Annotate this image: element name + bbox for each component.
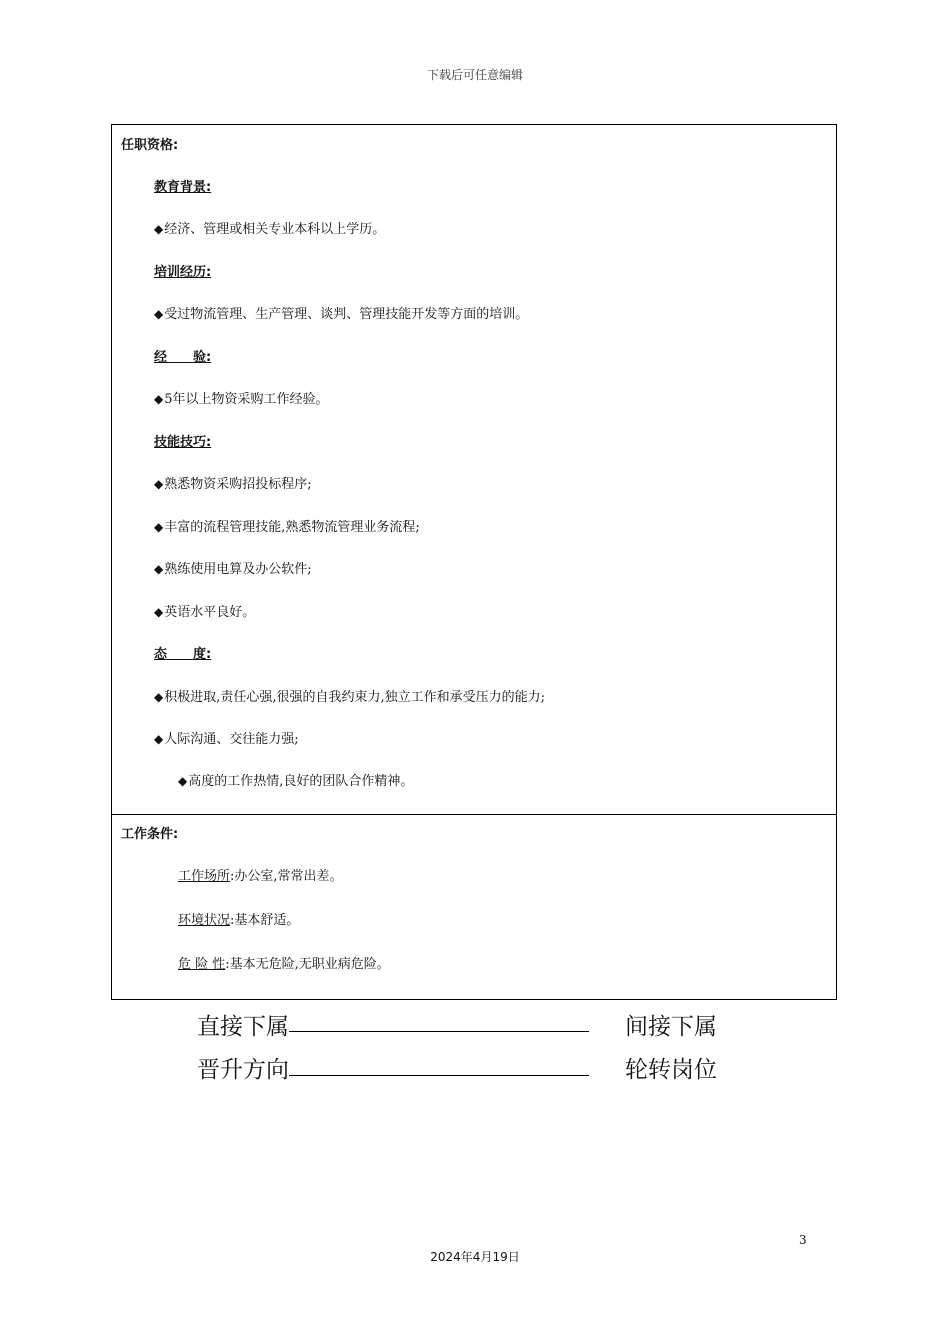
bullet-diamond-icon: ◆ bbox=[154, 690, 164, 704]
footer-date: 2024年4月19日 bbox=[430, 1250, 520, 1264]
bullet-diamond-icon: ◆ bbox=[154, 307, 164, 321]
promotion-line bbox=[289, 1075, 589, 1076]
qualifications-title: 任职资格: bbox=[121, 138, 179, 153]
direct-subordinate-line bbox=[289, 1031, 589, 1032]
environment-value: :基本舒适。 bbox=[230, 913, 300, 928]
rotation-label: 轮转岗位 bbox=[625, 1057, 717, 1083]
bullet-diamond-icon: ◆ bbox=[178, 774, 188, 788]
qualifications-section bbox=[112, 125, 836, 815]
education-item: ◆经济、管理或相关专业本科以上学历。 bbox=[154, 222, 386, 237]
skills-item: ◆丰富的流程管理技能,熟悉物流管理业务流程; bbox=[154, 520, 420, 535]
page-number: 3 bbox=[799, 1233, 807, 1247]
work-place-value: :办公室,常常出差。 bbox=[230, 869, 343, 884]
attitude-item: ◆高度的工作热情,良好的团队合作精神。 bbox=[178, 774, 414, 789]
direct-subordinate-label: 直接下属 bbox=[197, 1014, 289, 1040]
environment-line bbox=[178, 909, 299, 928]
indirect-subordinate-label: 间接下属 bbox=[625, 1014, 717, 1040]
bullet-diamond-icon: ◆ bbox=[154, 392, 164, 406]
bullet-diamond-icon: ◆ bbox=[154, 605, 164, 619]
work-place-label: 工作场所 bbox=[178, 869, 231, 884]
page-header: 下载后可任意编辑 bbox=[426, 68, 523, 82]
bullet-diamond-icon: ◆ bbox=[154, 732, 164, 746]
education-label: 教育背景: bbox=[154, 180, 212, 195]
hazard-value: :基本无危险,无职业病危险。 bbox=[225, 957, 390, 972]
skills-item: ◆英语水平良好。 bbox=[154, 605, 256, 620]
promotion-label: 晋升方向 bbox=[197, 1057, 289, 1083]
hazard-line bbox=[178, 953, 390, 972]
attitude-item: ◆积极进取,责任心强,很强的自我约束力,独立工作和承受压力的能力; bbox=[154, 690, 546, 705]
bullet-diamond-icon: ◆ bbox=[154, 222, 164, 236]
work-conditions-section bbox=[112, 815, 836, 999]
experience-label: 经 验: bbox=[154, 350, 212, 365]
training-item: ◆受过物流管理、生产管理、谈判、管理技能开发等方面的培训。 bbox=[154, 307, 529, 322]
training-label: 培训经历: bbox=[154, 265, 212, 280]
experience-item: ◆5年以上物资采购工作经验。 bbox=[154, 392, 329, 407]
bullet-diamond-icon: ◆ bbox=[154, 520, 164, 534]
skills-item: ◆熟练使用电算及办公软件; bbox=[154, 562, 312, 577]
skills-item: ◆熟悉物资采购招投标程序; bbox=[154, 477, 312, 492]
work-place-line bbox=[178, 865, 343, 884]
job-description-table bbox=[111, 124, 837, 1000]
attitude-label: 态 度: bbox=[154, 647, 212, 662]
skills-label: 技能技巧: bbox=[154, 435, 212, 450]
bullet-diamond-icon: ◆ bbox=[154, 562, 164, 576]
bullet-diamond-icon: ◆ bbox=[154, 477, 164, 491]
work-conditions-title: 工作条件: bbox=[121, 827, 179, 842]
hazard-label: 危 险 性 bbox=[178, 957, 226, 972]
attitude-item: ◆人际沟通、交往能力强; bbox=[154, 732, 299, 747]
environment-label: 环境状况 bbox=[178, 913, 231, 928]
